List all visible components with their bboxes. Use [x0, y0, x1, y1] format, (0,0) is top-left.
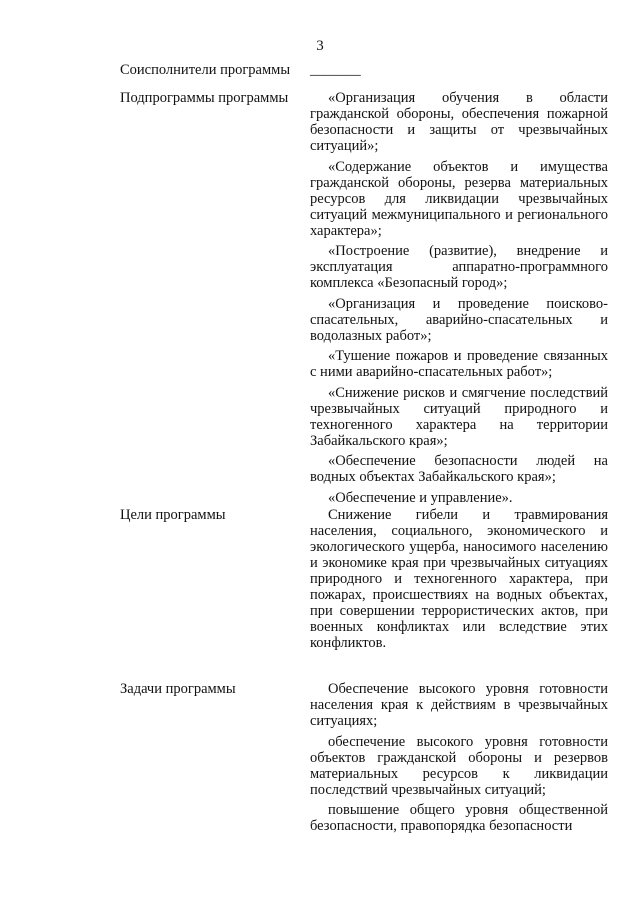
row-value-goals	[310, 507, 608, 656]
page-number: 3	[316, 38, 324, 54]
task-item: повышение общего уровня общественной безопасности, правопорядка безопасности	[310, 802, 608, 834]
subprogram-item: «Обеспечение и управление».	[328, 489, 513, 506]
subprogram-item: «Организация обучения в области гражданской обороны, обеспечения пожарной безопасности и защиты от чрезвычайных ситуаций»;	[310, 90, 608, 154]
subprogram-item: «Тушение пожаров и проведение связанных с ними аварийно-спасательных работ»;	[310, 348, 608, 380]
subprogram-item: «Организация и проведение поисково-спасательных, аварийно-спасательных и водолазных работ»;	[310, 295, 608, 344]
subprogram-item: «Снижение рисков и смягчение последствий чрезвычайных ситуаций природного и техногенного характера на территории Забайкальского края»;	[310, 384, 608, 449]
task-item: Обеспечение высокого уровня готовности населения края к действиям в чрезвычайных ситуациях;	[310, 681, 608, 729]
subprogram-item: «Содержание объектов и имущества гражданской обороны, резерва материальных ресурсов для ликвидации чрезвычайных ситуаций межмуниципального и регионального характера»;	[310, 158, 608, 239]
coexecutors-dash: _______	[310, 62, 361, 78]
row-label-coexecutors: Соисполнители программы	[120, 62, 291, 78]
row-label-subprograms: Подпрограммы программы	[120, 90, 289, 106]
row-value-tasks	[310, 681, 608, 839]
row-label-tasks: Задачи программы	[120, 681, 236, 697]
row-value-coexecutors	[310, 62, 608, 78]
subprogram-item: «Обеспечение безопасности людей на водных объектах Забайкальского края»;	[310, 453, 608, 485]
subprogram-item: «Построение (развитие), внедрение и эксплуатация аппаратно-программного комплекса «Безопасный город»;	[310, 243, 608, 291]
goal-item: Снижение гибели и травмирования населения, социального, экономического и экологического ущерба, наносимого населению и экономике края при чрезвычайных ситуациях природного и техногенного характера, при пожарах, происшествиях на водных объектах, при совершении террористических актов, при военных конфликтах или вследствие этих конфликтов.	[310, 507, 608, 651]
task-item: обеспечение высокого уровня готовности объектов гражданской обороны и резервов материальных ресурсов к ликвидации последствий чрезвычайных ситуаций;	[310, 733, 608, 798]
row-label-goals: Цели программы	[120, 507, 226, 523]
row-value-subprograms	[310, 90, 608, 510]
